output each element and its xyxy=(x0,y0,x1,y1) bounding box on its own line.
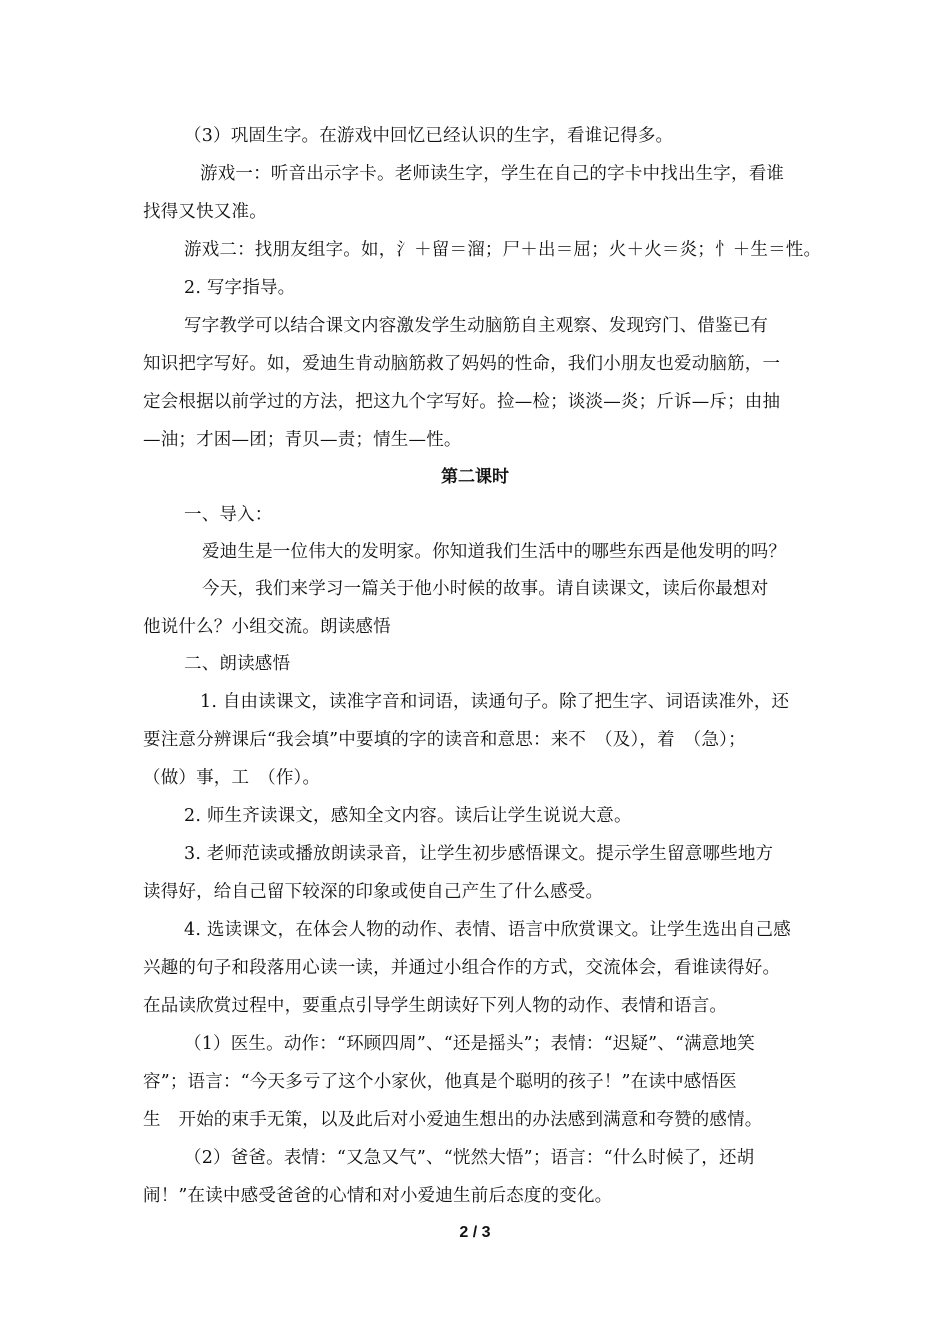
text-line: 爱迪生是一位伟大的发明家。你知道我们生活中的哪些东西是他发明的吗？ xyxy=(202,542,787,562)
text-line: 在品读欣赏过程中，要重点引导学生朗读好下列人物的动作、表情和语言。 xyxy=(143,996,728,1016)
text-line: 兴趣的句子和段落用心读一读，并通过小组合作的方式，交流体会，看谁读得好。 xyxy=(143,958,781,978)
section-heading: 第二课时 xyxy=(441,467,509,487)
text-line: 写字教学可以结合课文内容激发学生动脑筋自主观察、发现窍门、借鉴已有 xyxy=(184,316,769,336)
text-line: 游戏一：听音出示字卡。老师读生字，学生在自己的字卡中找出生字，看谁 xyxy=(200,164,785,184)
text-line: 定会根据以前学过的方法，把这九个字写好。捡—检；谈淡—炎；斤诉—斥；由抽 xyxy=(143,392,781,412)
text-line: 2. 写字指导。 xyxy=(184,278,296,298)
text-line: 游戏二：找朋友组字。如，氵＋留＝溜；尸＋出＝屈；火＋火＝炎；忄＋生＝性。 xyxy=(184,240,822,260)
text-line: 闹！”在读中感受爸爸的心情和对小爱迪生前后态度的变化。 xyxy=(143,1186,613,1206)
text-line: 读得好，给自己留下较深的印象或使自己产生了什么感受。 xyxy=(143,882,604,902)
text-line: 找得又快又准。 xyxy=(143,202,267,222)
text-line: 二、朗读感悟 xyxy=(184,654,291,674)
text-line: 1. 自由读课文，读准字音和词语，读通句子。除了把生字、词语读准外，还 xyxy=(200,692,790,712)
text-line: 2. 师生齐读课文，感知全文内容。读后让学生说说大意。 xyxy=(184,806,632,826)
text-line: 生 开始的束手无策，以及此后对小爱迪生想出的办法感到满意和夸赞的感情。 xyxy=(143,1110,763,1130)
text-line: 今天，我们来学习一篇关于他小时候的故事。请自读课文，读后你最想对 xyxy=(202,579,769,599)
text-line: 要注意分辨课后“我会填”中要填的字的读音和意思：来不 （及），着 （急）； xyxy=(143,730,746,750)
text-line: 知识把字写好。如，爱迪生肯动脑筋救了妈妈的性命，我们小朋友也爱动脑筋，一 xyxy=(143,354,781,374)
text-line: 一、导入： xyxy=(184,505,273,525)
text-line: 容”；语言：“今天多亏了这个小家伙，他真是个聪明的孩子！”在读中感悟医 xyxy=(143,1072,737,1092)
text-line: —油；才困—团；青贝—责；情生—性。 xyxy=(143,430,462,450)
text-line: 4. 选读课文，在体会人物的动作、表情、语言中欣赏课文。让学生选出自己感 xyxy=(184,920,791,940)
page-number: 2 / 3 xyxy=(459,1224,491,1241)
text-line: 他说什么？小组交流。朗读感悟 xyxy=(143,617,391,637)
text-line: （1）医生。动作：“环顾四周”、“还是摇头”；表情：“迟疑”、“满意地笑 xyxy=(184,1034,755,1054)
text-line: （3）巩固生字。在游戏中回忆已经认识的生字，看谁记得多。 xyxy=(184,126,674,146)
text-line: （2）爸爸。表情：“又急又气”、“恍然大悟”；语言：“什么时候了，还胡 xyxy=(184,1148,755,1168)
text-line: （做）事，工 （作）。 xyxy=(143,768,321,788)
text-line: 3. 老师范读或播放朗读录音，让学生初步感悟课文。提示学生留意哪些地方 xyxy=(184,844,774,864)
